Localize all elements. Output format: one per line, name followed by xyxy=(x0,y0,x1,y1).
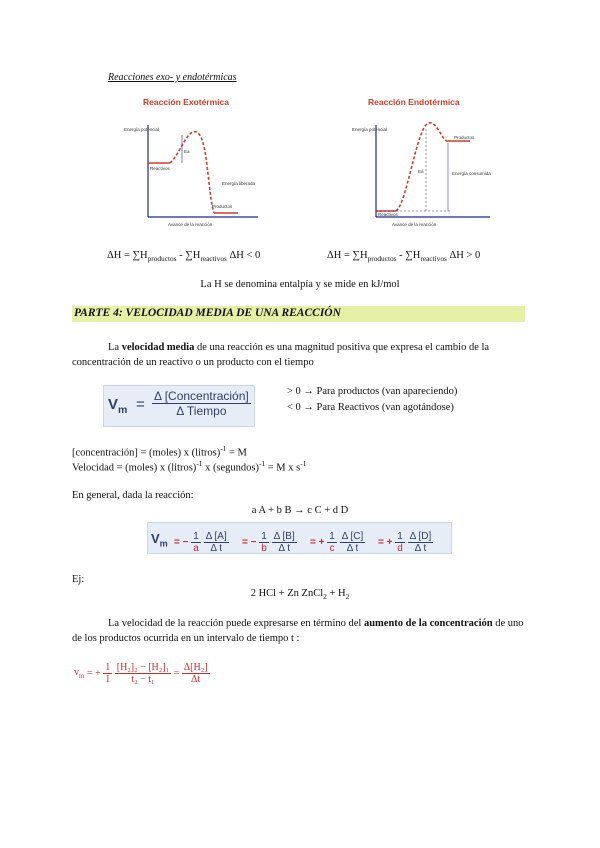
exo-curve xyxy=(170,132,214,213)
para-aumento-concentracion: La velocidad de la reacción puede expresarse en término del aumento de la concentración de uno de los productos ocurrida en un intervalo de tiempo t : xyxy=(72,618,524,644)
exo-title: Reacción Exotérmica xyxy=(143,97,229,107)
enthalpy-note: La H se denomina entalpía y se mide en kJ/mol xyxy=(200,279,400,290)
exo-ea-label: Ea xyxy=(184,149,190,154)
endo-y-label: Energía potencial xyxy=(352,127,388,132)
endo-reactants-label: Reactivos xyxy=(378,212,398,217)
endo-energy-label: Energía consumida xyxy=(452,171,491,176)
exothermic-diagram xyxy=(118,95,268,230)
endothermic-diagram xyxy=(350,95,500,230)
section-title-exo-endo: Reacciones exo- y endotérmicas xyxy=(108,72,237,83)
example-label: Ej: xyxy=(72,574,85,585)
delta-h-exo: $\Delta H = \sum H_{productos} - \sum H_{reactivos}$ ΔH < 0 xyxy=(107,250,261,264)
condition-reactivos: < 0 → Para Reactivos (van agotándose) xyxy=(287,402,454,413)
general-reaction: a A + b B → c C + d D xyxy=(251,505,349,516)
rate-term-c: = + $\frac{1}{c}$ $\frac{\Delta [C]}{\text{Δ t}}$ xyxy=(310,531,364,554)
para-velocidad-media: La velocidad media de una reacción es una magnitud positiva que expresa el cambio de la concentración de un reactivo o un producto con el tiempo xyxy=(72,342,490,368)
example-reaction: 2 HCl + Zn ZnCl$_2$ + $H_2$ xyxy=(250,588,350,602)
delta-h-endo: $\Delta H = \sum H_{productos} - \sum H_{reactivos}$ ΔH > 0 xyxy=(327,250,481,264)
endo-products-label: Productos xyxy=(454,135,475,140)
condition-productos: > 0 → Para productos (van apareciendo) xyxy=(287,386,458,397)
exo-x-label: Avance de la reacción xyxy=(168,222,213,227)
units-velocidad: Velocidad = (moles) x (litros)$^{-1}$ x (segundos)$^{-1}$ = M x $s^{-1}$ xyxy=(72,459,307,474)
rate-term-a: = − $\frac{1}{a}$ $\frac{\Delta [A]}{\text{Δ t}}$ xyxy=(174,531,227,554)
section4-title: PARTE 4: VELOCIDAD MEDIA DE UNA REACCIÓN xyxy=(74,307,341,319)
rate-term-d: = + $\frac{1}{d}$ $\frac{\Delta [D]}{\text{Δ t}}$ xyxy=(378,531,432,554)
exo-y-label: Energía potencial xyxy=(124,127,160,132)
endo-curve xyxy=(396,123,448,211)
vm-formula: $V_m$ = Δ [Concentración] Δ Tiempo xyxy=(103,385,255,427)
rate-term-b: = − $\frac{1}{b}$ $\frac{\Delta [B]}{\text{Δ t}}$ xyxy=(242,531,295,554)
exo-products-label: Productos xyxy=(212,204,233,209)
endo-ea-label: Ea xyxy=(418,169,424,174)
exo-reactants-label: Reactivos xyxy=(150,166,170,171)
endo-x-label: Avance de la reacción xyxy=(392,222,437,227)
exo-energy-label: Energía liberada xyxy=(222,181,256,186)
general-intro: En general, dada la reacción: xyxy=(72,490,194,501)
units-concentracion: [concentración] = (moles) x (litros)$^{-1}$ = M xyxy=(72,444,247,459)
h2-rate-formula: $v_m$ = + $\frac{1}{1}$ $\frac{\text{[H₂]₂ − [H₂]₁}}{\text{t₂ − t₁}}$ = $\frac{\text{Δ[H₂]}}{\Delta t}$ xyxy=(74,662,208,685)
rate-formula: $V_m$ = − $\frac{1}{a}$ $\frac{\Delta [A]}{\text{Δ t}}$ = − $\frac{1}{b}$ $\frac{\Delta [B]}{\text{Δ t}}$ = + $\frac{1}{c}$ $\frac{\Delta [C]}{\text{Δ t}}$ = + $\frac{1}{d}$ $\frac{\Delta [D]}{\text{Δ t}}$ xyxy=(147,522,452,554)
endo-title: Reacción Endotérmica xyxy=(368,97,460,107)
